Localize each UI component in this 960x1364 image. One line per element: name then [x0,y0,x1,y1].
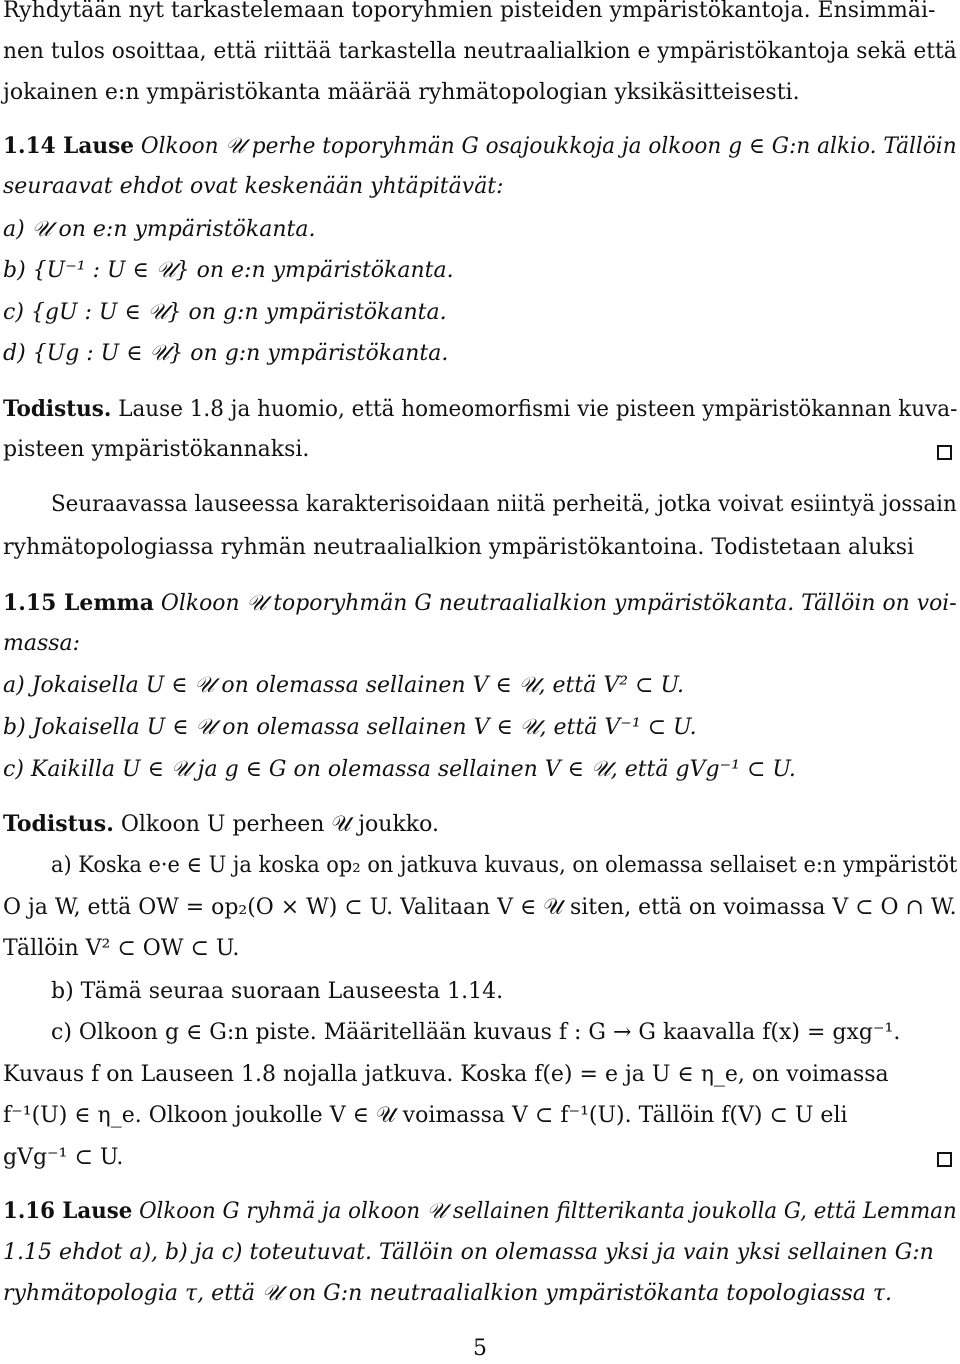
proof-2-line-5: b) Tämä seuraa suoraan Lauseesta 1.14. [51,979,504,1004]
qed-square-icon [937,445,952,460]
lemma-condition-b: b) Jokaisella U ∈ 𝒰 on olemassa sellainen V ∈ 𝒰, että V⁻¹ ⊂ U. [3,715,697,740]
condition-b: b) {U⁻¹ : U ∈ 𝒰} on e:n ympäristökanta. [3,258,454,283]
proof-2-line-6: c) Olkoon g ∈ G:n piste. Määritellään kuvaus f : G → G kaavalla f(x) = gxg⁻¹. [51,1020,901,1045]
proof-2-line-7: Kuvaus f on Lauseen 1.8 nojalla jatkuva. Koska f(e) = e ja U ∈ η_e, on voimassa [3,1062,889,1087]
intro-line-3: jokainen e:n ympäristökanta määrää ryhmätopologian yksikäsitteisesti. [3,80,800,105]
theorem-1-16-line-2: 1.15 ehdot a), b) ja c) toteutuvat. Tällöin on olemassa yksi ja vain yksi sellainen G:n [3,1240,934,1265]
proof-1-label: Todistus. [3,396,112,422]
theorem-1-14-label: 1.14 Lause [3,133,135,159]
lemma-1-15-label: 1.15 Lemma [3,590,154,616]
proof-2-line-4: Tällöin V² ⊂ OW ⊂ U. [3,936,240,961]
page-number: 5 [473,1336,487,1361]
condition-a: a) 𝒰 on e:n ympäristökanta. [3,217,316,242]
paragraph-line-1: Seuraavassa lauseessa karakterisoidaan niitä perheitä, jotka voivat esiintyä jossain [51,492,957,517]
condition-c: c) {gU : U ∈ 𝒰} on g:n ympäristökanta. [3,300,447,325]
lemma-condition-c: c) Kaikilla U ∈ 𝒰 ja g ∈ G on olemassa sellainen V ∈ 𝒰, että gVg⁻¹ ⊂ U. [3,757,796,782]
intro-line-2: nen tulos osoittaa, että riittää tarkastella neutraalialkion e ympäristökantoja sekä että [3,39,957,64]
lemma-1-15-text: Olkoon 𝒰 toporyhmän G neutraalialkion ympäristökanta. Tällöin on voi- [160,591,957,616]
theorem-1-16-text: Olkoon G ryhmä ja olkoon 𝒰 sellainen filtterikanta joukolla G, että Lemman [139,1199,957,1224]
theorem-1-14-line-2: seuraavat ehdot ovat keskenään yhtäpitävät: [3,174,504,199]
proof-1-line-2: pisteen ympäristökannaksi. [3,437,310,462]
proof-2-line-9: gVg⁻¹ ⊂ U. [3,1145,124,1170]
intro-line-1: Ryhdytään nyt tarkastelemaan toporyhmien pisteiden ympäristökantoja. Ensimmäi- [3,0,936,23]
paragraph-line-2: ryhmätopologiassa ryhmän neutraalialkion ympäristökantoina. Todistetaan aluksi [3,535,915,560]
proof-1-text: Lause 1.8 ja huomio, että homeomorfismi vie pisteen ympäristökannan kuva- [118,397,958,422]
theorem-1-14-line-1 [3,131,957,162]
condition-d: d) {Ug : U ∈ 𝒰} on g:n ympäristökanta. [3,341,449,366]
proof-1-line-1 [3,394,957,425]
lemma-1-15-line-1 [3,588,957,619]
qed-square-icon [937,1152,952,1167]
theorem-1-16-label: 1.16 Lause [3,1198,133,1224]
proof-2-line-8: f⁻¹(U) ∈ η_e. Olkoon joukolle V ∈ 𝒰 voimassa V ⊂ f⁻¹(U). Tällöin f(V) ⊂ U eli [3,1103,848,1128]
proof-2-line-3: O ja W, että OW = op₂(O × W) ⊂ U. Valitaan V ∈ 𝒰 siten, että on voimassa V ⊂ O ∩ W. [3,895,957,920]
proof-2-line-1 [3,809,439,840]
proof-2-text: Olkoon U perheen 𝒰 joukko. [120,812,439,837]
lemma-1-15-line-2: massa: [3,631,81,656]
proof-2-line-2: a) Koska e·e ∈ U ja koska op₂ on jatkuva kuvaus, on olemassa sellaiset e:n ympäristöt [51,853,958,878]
theorem-1-14-text: Olkoon 𝒰 perhe toporyhmän G osajoukkoja ja olkoon g ∈ G:n alkio. Tällöin [140,134,957,159]
lemma-condition-a: a) Jokaisella U ∈ 𝒰 on olemassa sellainen V ∈ 𝒰, että V² ⊂ U. [3,673,684,698]
proof-2-label: Todistus. [3,811,114,837]
theorem-1-16-line-1 [3,1196,957,1227]
theorem-1-16-line-3: ryhmätopologia τ, että 𝒰 on G:n neutraalialkion ympäristökanta topologiassa τ. [3,1281,893,1306]
